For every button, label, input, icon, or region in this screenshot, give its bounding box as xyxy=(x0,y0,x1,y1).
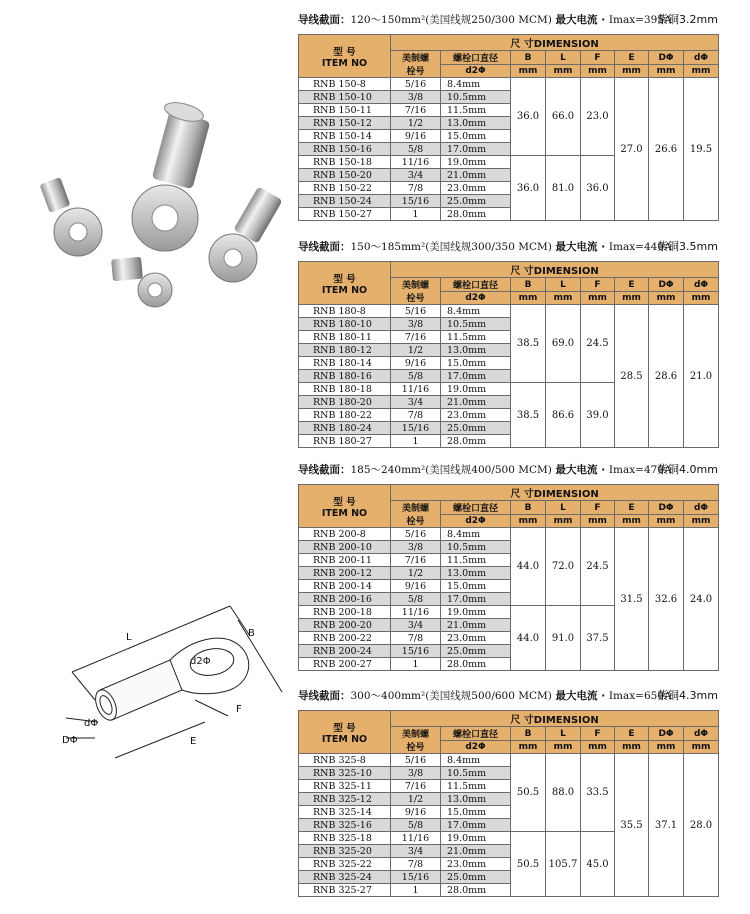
bolt-size-cell: 7/16 xyxy=(391,780,441,793)
spec-range: 120～150mm²(美国线规250/300 MCM) xyxy=(350,14,552,26)
hole-diameter-cell: 25.0mm xyxy=(441,195,511,208)
bolt-header-bottom: 栓号 xyxy=(406,517,425,527)
bolt-size-cell: 5/8 xyxy=(391,819,441,832)
model-cell: RNB 180-22 xyxy=(299,409,391,422)
bolt-size-cell: 5/16 xyxy=(391,78,441,91)
unit-header: mm xyxy=(615,65,649,78)
col-header-l: L xyxy=(546,727,581,741)
group2-L: 105.7 xyxy=(546,832,581,897)
bolt-size-cell: 7/16 xyxy=(391,331,441,344)
col-header-b: B xyxy=(511,501,546,515)
item-header-cn: 型 号 xyxy=(333,46,356,58)
unit-header: mm xyxy=(581,65,615,78)
hole-diameter-cell: 15.0mm xyxy=(441,580,511,593)
bolt-size-cell: 7/8 xyxy=(391,858,441,871)
bolt-size-cell: 7/8 xyxy=(391,632,441,645)
common-d: 24.0 xyxy=(684,528,719,671)
ring-terminal-photo-small-left xyxy=(40,177,102,256)
item-header xyxy=(299,485,391,528)
unit-header: mm xyxy=(684,515,719,528)
bolt-size-cell: 3/4 xyxy=(391,169,441,182)
hole-diameter-cell: 23.0mm xyxy=(441,409,511,422)
bolt-size-cell: 15/16 xyxy=(391,195,441,208)
col-header-d-phi: DΦ xyxy=(649,51,684,65)
unit-header: mm xyxy=(581,292,615,305)
unit-header: mm xyxy=(546,65,581,78)
spec-label: 导线截面： xyxy=(298,464,351,476)
product-illustration xyxy=(0,0,296,914)
col-header-e: E xyxy=(615,278,649,292)
group1-B: 44.0 xyxy=(511,528,546,606)
item-header xyxy=(299,262,391,305)
hole-diameter-cell: 8.4mm xyxy=(441,754,511,767)
d2-header: 螺栓口直径 xyxy=(441,51,511,65)
spec-line xyxy=(298,237,718,257)
item-header-en: ITEM NO xyxy=(321,507,368,519)
hole-diameter-cell: 10.5mm xyxy=(441,91,511,104)
model-cell: RNB 150-14 xyxy=(299,130,391,143)
bolt-header xyxy=(391,501,441,528)
unit-header: mm xyxy=(649,741,684,754)
group1-F: 24.5 xyxy=(581,305,615,383)
model-cell: RNB 325-18 xyxy=(299,832,391,845)
dimension-table xyxy=(298,34,719,221)
hole-diameter-cell: 15.0mm xyxy=(441,357,511,370)
hole-diameter-cell: 21.0mm xyxy=(441,169,511,182)
group2-B: 38.5 xyxy=(511,383,546,448)
dimension-table xyxy=(298,484,719,671)
unit-header: mm xyxy=(615,741,649,754)
col-header-d-phi: dΦ xyxy=(684,501,719,515)
unit-header: mm xyxy=(649,292,684,305)
current-label: 最大电流 · xyxy=(551,14,609,26)
model-cell: RNB 200-10 xyxy=(299,541,391,554)
model-cell: RNB 150-12 xyxy=(299,117,391,130)
bolt-size-cell: 3/4 xyxy=(391,619,441,632)
bolt-size-cell: 1/2 xyxy=(391,344,441,357)
imax-value: Imax=440A xyxy=(608,241,672,253)
common-D: 26.6 xyxy=(649,78,684,221)
group1-L: 72.0 xyxy=(546,528,581,606)
ring-terminal-photo-small-bottom xyxy=(111,257,172,307)
common-d: 28.0 xyxy=(684,754,719,897)
copper-thickness: 紫铜4.0mm xyxy=(657,463,718,476)
model-cell: RNB 200-24 xyxy=(299,645,391,658)
model-cell: RNB 150-16 xyxy=(299,143,391,156)
bolt-size-cell: 1 xyxy=(391,884,441,897)
table-row xyxy=(299,754,719,767)
model-cell: RNB 150-18 xyxy=(299,156,391,169)
model-cell: RNB 200-16 xyxy=(299,593,391,606)
col-header-e: E xyxy=(615,51,649,65)
bolt-header-bottom: 栓号 xyxy=(406,743,425,753)
hole-diameter-cell: 13.0mm xyxy=(441,793,511,806)
bolt-size-cell: 11/16 xyxy=(391,832,441,845)
spec-label: 导线截面： xyxy=(298,14,351,26)
model-cell: RNB 325-24 xyxy=(299,871,391,884)
table-row xyxy=(299,78,719,91)
hole-diameter-cell: 21.0mm xyxy=(441,396,511,409)
model-cell: RNB 150-11 xyxy=(299,104,391,117)
hole-diameter-cell: 13.0mm xyxy=(441,344,511,357)
hole-diameter-cell: 11.5mm xyxy=(441,104,511,117)
hole-diameter-cell: 25.0mm xyxy=(441,871,511,884)
spec-label: 导线截面： xyxy=(298,241,351,253)
bolt-header xyxy=(391,278,441,305)
dimension-header: 尺 寸DIMENSION xyxy=(391,485,719,501)
model-cell: RNB 325-12 xyxy=(299,793,391,806)
hole-diameter-cell: 13.0mm xyxy=(441,117,511,130)
group1-B: 38.5 xyxy=(511,305,546,383)
dim-label-F: F xyxy=(236,704,242,715)
table-row xyxy=(299,305,719,318)
model-cell: RNB 180-14 xyxy=(299,357,391,370)
hole-diameter-cell: 21.0mm xyxy=(441,619,511,632)
d2-header-symbol: d2Φ xyxy=(441,515,511,528)
item-header-cn: 型 号 xyxy=(333,273,356,285)
hole-diameter-cell: 28.0mm xyxy=(441,658,511,671)
bolt-size-cell: 5/16 xyxy=(391,305,441,318)
bolt-size-cell: 5/8 xyxy=(391,143,441,156)
dim-label-B: B xyxy=(248,628,255,639)
bolt-size-cell: 3/8 xyxy=(391,91,441,104)
bolt-header-top: 美制螺 xyxy=(401,504,429,514)
item-header-en: ITEM NO xyxy=(321,57,368,69)
group2-B: 44.0 xyxy=(511,606,546,671)
col-header-d-phi: dΦ xyxy=(684,727,719,741)
group1-F: 23.0 xyxy=(581,78,615,156)
unit-header: mm xyxy=(684,292,719,305)
bolt-header xyxy=(391,727,441,754)
group1-B: 36.0 xyxy=(511,78,546,156)
model-cell: RNB 325-20 xyxy=(299,845,391,858)
bolt-size-cell: 1/2 xyxy=(391,567,441,580)
bolt-size-cell: 11/16 xyxy=(391,606,441,619)
hole-diameter-cell: 10.5mm xyxy=(441,541,511,554)
group1-F: 33.5 xyxy=(581,754,615,832)
hole-diameter-cell: 11.5mm xyxy=(441,554,511,567)
hole-diameter-cell: 8.4mm xyxy=(441,305,511,318)
item-header-cn: 型 号 xyxy=(333,496,356,508)
col-header-l: L xyxy=(546,278,581,292)
model-cell: RNB 200-20 xyxy=(299,619,391,632)
dimension-header: 尺 寸DIMENSION xyxy=(391,262,719,278)
current-label: 最大电流 · xyxy=(551,690,609,702)
bolt-size-cell: 7/16 xyxy=(391,554,441,567)
hole-diameter-cell: 23.0mm xyxy=(441,632,511,645)
model-cell: RNB 150-8 xyxy=(299,78,391,91)
spec-range: 185～240mm²(美国线规400/500 MCM) xyxy=(350,464,552,476)
hole-diameter-cell: 19.0mm xyxy=(441,832,511,845)
dimension-table xyxy=(298,261,719,448)
current-label: 最大电流 · xyxy=(551,464,609,476)
common-d: 21.0 xyxy=(684,305,719,448)
unit-header: mm xyxy=(546,292,581,305)
common-E: 28.5 xyxy=(615,305,649,448)
col-header-e: E xyxy=(615,501,649,515)
d2-header: 螺栓口直径 xyxy=(441,501,511,515)
hole-diameter-cell: 15.0mm xyxy=(441,130,511,143)
d2-header: 螺栓口直径 xyxy=(441,727,511,741)
bolt-size-cell: 1 xyxy=(391,435,441,448)
group2-F: 37.5 xyxy=(581,606,615,671)
col-header-b: B xyxy=(511,727,546,741)
model-cell: RNB 200-27 xyxy=(299,658,391,671)
hole-diameter-cell: 28.0mm xyxy=(441,435,511,448)
model-cell: RNB 325-11 xyxy=(299,780,391,793)
item-header-cn: 型 号 xyxy=(333,722,356,734)
bolt-size-cell: 9/16 xyxy=(391,806,441,819)
model-cell: RNB 325-22 xyxy=(299,858,391,871)
model-cell: RNB 180-18 xyxy=(299,383,391,396)
group2-L: 86.6 xyxy=(546,383,581,448)
bolt-header-bottom: 栓号 xyxy=(406,67,425,77)
bolt-size-cell: 15/16 xyxy=(391,645,441,658)
hole-diameter-cell: 8.4mm xyxy=(441,528,511,541)
current-label: 最大电流 · xyxy=(551,241,609,253)
hole-diameter-cell: 15.0mm xyxy=(441,806,511,819)
unit-header: mm xyxy=(615,515,649,528)
bolt-header-top: 美制螺 xyxy=(401,281,429,291)
d2-header: 螺栓口直径 xyxy=(441,278,511,292)
model-cell: RNB 150-27 xyxy=(299,208,391,221)
col-header-b: B xyxy=(511,51,546,65)
hole-diameter-cell: 23.0mm xyxy=(441,858,511,871)
unit-header: mm xyxy=(546,515,581,528)
bolt-size-cell: 1/2 xyxy=(391,117,441,130)
common-D: 28.6 xyxy=(649,305,684,448)
hole-diameter-cell: 13.0mm xyxy=(441,567,511,580)
model-cell: RNB 150-20 xyxy=(299,169,391,182)
col-header-d-phi: dΦ xyxy=(684,51,719,65)
model-cell: RNB 325-8 xyxy=(299,754,391,767)
bolt-header xyxy=(391,51,441,78)
copper-thickness: 紫铜3.2mm xyxy=(657,13,718,26)
bolt-size-cell: 11/16 xyxy=(391,156,441,169)
hole-diameter-cell: 10.5mm xyxy=(441,767,511,780)
bolt-size-cell: 1 xyxy=(391,208,441,221)
hole-diameter-cell: 28.0mm xyxy=(441,884,511,897)
unit-header: mm xyxy=(649,65,684,78)
bolt-size-cell: 5/8 xyxy=(391,593,441,606)
group2-L: 81.0 xyxy=(546,156,581,221)
dimension-header: 尺 寸DIMENSION xyxy=(391,711,719,727)
unit-header: mm xyxy=(511,515,546,528)
bolt-header-top: 美制螺 xyxy=(401,730,429,740)
group1-L: 88.0 xyxy=(546,754,581,832)
model-cell: RNB 325-14 xyxy=(299,806,391,819)
group2-F: 45.0 xyxy=(581,832,615,897)
model-cell: RNB 180-8 xyxy=(299,305,391,318)
col-header-d-phi: DΦ xyxy=(649,727,684,741)
group2-L: 91.0 xyxy=(546,606,581,671)
unit-header: mm xyxy=(511,65,546,78)
hole-diameter-cell: 19.0mm xyxy=(441,606,511,619)
bolt-size-cell: 3/4 xyxy=(391,845,441,858)
bolt-size-cell: 7/8 xyxy=(391,182,441,195)
ring-terminal-photo-right xyxy=(209,186,283,282)
bolt-size-cell: 5/16 xyxy=(391,754,441,767)
common-D: 37.1 xyxy=(649,754,684,897)
item-header-en: ITEM NO xyxy=(321,733,368,745)
col-header-e: E xyxy=(615,727,649,741)
bolt-size-cell: 15/16 xyxy=(391,871,441,884)
copper-thickness: 紫铜3.5mm xyxy=(657,240,718,253)
item-header xyxy=(299,711,391,754)
col-header-f: F xyxy=(581,51,615,65)
hole-diameter-cell: 21.0mm xyxy=(441,845,511,858)
model-cell: RNB 180-10 xyxy=(299,318,391,331)
common-D: 32.6 xyxy=(649,528,684,671)
bolt-size-cell: 5/8 xyxy=(391,370,441,383)
common-E: 31.5 xyxy=(615,528,649,671)
hole-diameter-cell: 17.0mm xyxy=(441,143,511,156)
bolt-size-cell: 15/16 xyxy=(391,422,441,435)
hole-diameter-cell: 17.0mm xyxy=(441,819,511,832)
dim-label-d2: d2Φ xyxy=(190,656,211,667)
spec-line xyxy=(298,686,718,706)
model-cell: RNB 200-18 xyxy=(299,606,391,619)
hole-diameter-cell: 17.0mm xyxy=(441,593,511,606)
hole-diameter-cell: 17.0mm xyxy=(441,370,511,383)
spec-line xyxy=(298,10,718,30)
hole-diameter-cell: 8.4mm xyxy=(441,78,511,91)
bolt-header-top: 美制螺 xyxy=(401,54,429,64)
model-cell: RNB 325-27 xyxy=(299,884,391,897)
group1-F: 24.5 xyxy=(581,528,615,606)
d2-header-symbol: d2Φ xyxy=(441,292,511,305)
bolt-size-cell: 3/8 xyxy=(391,541,441,554)
spec-line xyxy=(298,460,718,480)
hole-diameter-cell: 23.0mm xyxy=(441,182,511,195)
dim-label-d: dΦ xyxy=(84,718,99,729)
col-header-f: F xyxy=(581,278,615,292)
bolt-size-cell: 7/8 xyxy=(391,409,441,422)
unit-header: mm xyxy=(684,741,719,754)
model-cell: RNB 200-22 xyxy=(299,632,391,645)
bolt-size-cell: 9/16 xyxy=(391,357,441,370)
imax-value: Imax=395A xyxy=(608,14,672,26)
bolt-size-cell: 3/8 xyxy=(391,767,441,780)
model-cell: RNB 325-16 xyxy=(299,819,391,832)
col-header-l: L xyxy=(546,501,581,515)
bolt-size-cell: 5/16 xyxy=(391,528,441,541)
group1-L: 66.0 xyxy=(546,78,581,156)
spec-label: 导线截面： xyxy=(298,690,351,702)
common-d: 19.5 xyxy=(684,78,719,221)
common-E: 27.0 xyxy=(615,78,649,221)
group2-F: 39.0 xyxy=(581,383,615,448)
bolt-size-cell: 11/16 xyxy=(391,383,441,396)
model-cell: RNB 325-10 xyxy=(299,767,391,780)
unit-header: mm xyxy=(581,515,615,528)
model-cell: RNB 180-12 xyxy=(299,344,391,357)
unit-header: mm xyxy=(511,741,546,754)
bolt-size-cell: 9/16 xyxy=(391,580,441,593)
imax-value: Imax=470A xyxy=(608,464,672,476)
hole-diameter-cell: 28.0mm xyxy=(441,208,511,221)
hole-diameter-cell: 11.5mm xyxy=(441,780,511,793)
hole-diameter-cell: 25.0mm xyxy=(441,422,511,435)
unit-header: mm xyxy=(649,515,684,528)
common-E: 35.5 xyxy=(615,754,649,897)
model-cell: RNB 180-16 xyxy=(299,370,391,383)
unit-header: mm xyxy=(546,741,581,754)
model-cell: RNB 180-27 xyxy=(299,435,391,448)
unit-header: mm xyxy=(684,65,719,78)
col-header-l: L xyxy=(546,51,581,65)
unit-header: mm xyxy=(581,741,615,754)
model-cell: RNB 150-10 xyxy=(299,91,391,104)
bolt-size-cell: 1 xyxy=(391,658,441,671)
hole-diameter-cell: 19.0mm xyxy=(441,383,511,396)
col-header-d-phi: dΦ xyxy=(684,278,719,292)
model-cell: RNB 200-11 xyxy=(299,554,391,567)
spec-range: 150～185mm²(美国线规300/350 MCM) xyxy=(350,241,552,253)
hole-diameter-cell: 25.0mm xyxy=(441,645,511,658)
col-header-f: F xyxy=(581,727,615,741)
bolt-header-bottom: 栓号 xyxy=(406,294,425,304)
model-cell: RNB 180-11 xyxy=(299,331,391,344)
model-cell: RNB 180-24 xyxy=(299,422,391,435)
bolt-size-cell: 1/2 xyxy=(391,793,441,806)
unit-header: mm xyxy=(615,292,649,305)
table-row xyxy=(299,528,719,541)
group2-B: 50.5 xyxy=(511,832,546,897)
hole-diameter-cell: 10.5mm xyxy=(441,318,511,331)
dim-label-D: DΦ xyxy=(62,735,78,746)
model-cell: RNB 150-24 xyxy=(299,195,391,208)
model-cell: RNB 200-14 xyxy=(299,580,391,593)
bolt-size-cell: 7/16 xyxy=(391,104,441,117)
dimension-table xyxy=(298,710,719,897)
d2-header-symbol: d2Φ xyxy=(441,741,511,754)
bolt-size-cell: 9/16 xyxy=(391,130,441,143)
spec-range: 300～400mm²(美国线规500/600 MCM) xyxy=(350,690,552,702)
dimension-header: 尺 寸DIMENSION xyxy=(391,35,719,51)
hole-diameter-cell: 11.5mm xyxy=(441,331,511,344)
col-header-d-phi: DΦ xyxy=(649,278,684,292)
col-header-b: B xyxy=(511,278,546,292)
col-header-d-phi: DΦ xyxy=(649,501,684,515)
copper-thickness: 紫铜4.3mm xyxy=(657,689,718,702)
hole-diameter-cell: 19.0mm xyxy=(441,156,511,169)
model-cell: RNB 150-22 xyxy=(299,182,391,195)
d2-header-symbol: d2Φ xyxy=(441,65,511,78)
col-header-f: F xyxy=(581,501,615,515)
group1-B: 50.5 xyxy=(511,754,546,832)
ring-terminal-photo-large xyxy=(132,99,210,251)
item-header-en: ITEM NO xyxy=(321,284,368,296)
item-header xyxy=(299,35,391,78)
dim-label-E: E xyxy=(190,736,197,747)
group1-L: 69.0 xyxy=(546,305,581,383)
unit-header: mm xyxy=(511,292,546,305)
bolt-size-cell: 3/4 xyxy=(391,396,441,409)
model-cell: RNB 200-12 xyxy=(299,567,391,580)
group2-B: 36.0 xyxy=(511,156,546,221)
model-cell: RNB 200-8 xyxy=(299,528,391,541)
model-cell: RNB 180-20 xyxy=(299,396,391,409)
dim-label-L: L xyxy=(126,632,132,643)
imax-value: Imax=650A xyxy=(608,690,672,702)
group2-F: 36.0 xyxy=(581,156,615,221)
bolt-size-cell: 3/8 xyxy=(391,318,441,331)
